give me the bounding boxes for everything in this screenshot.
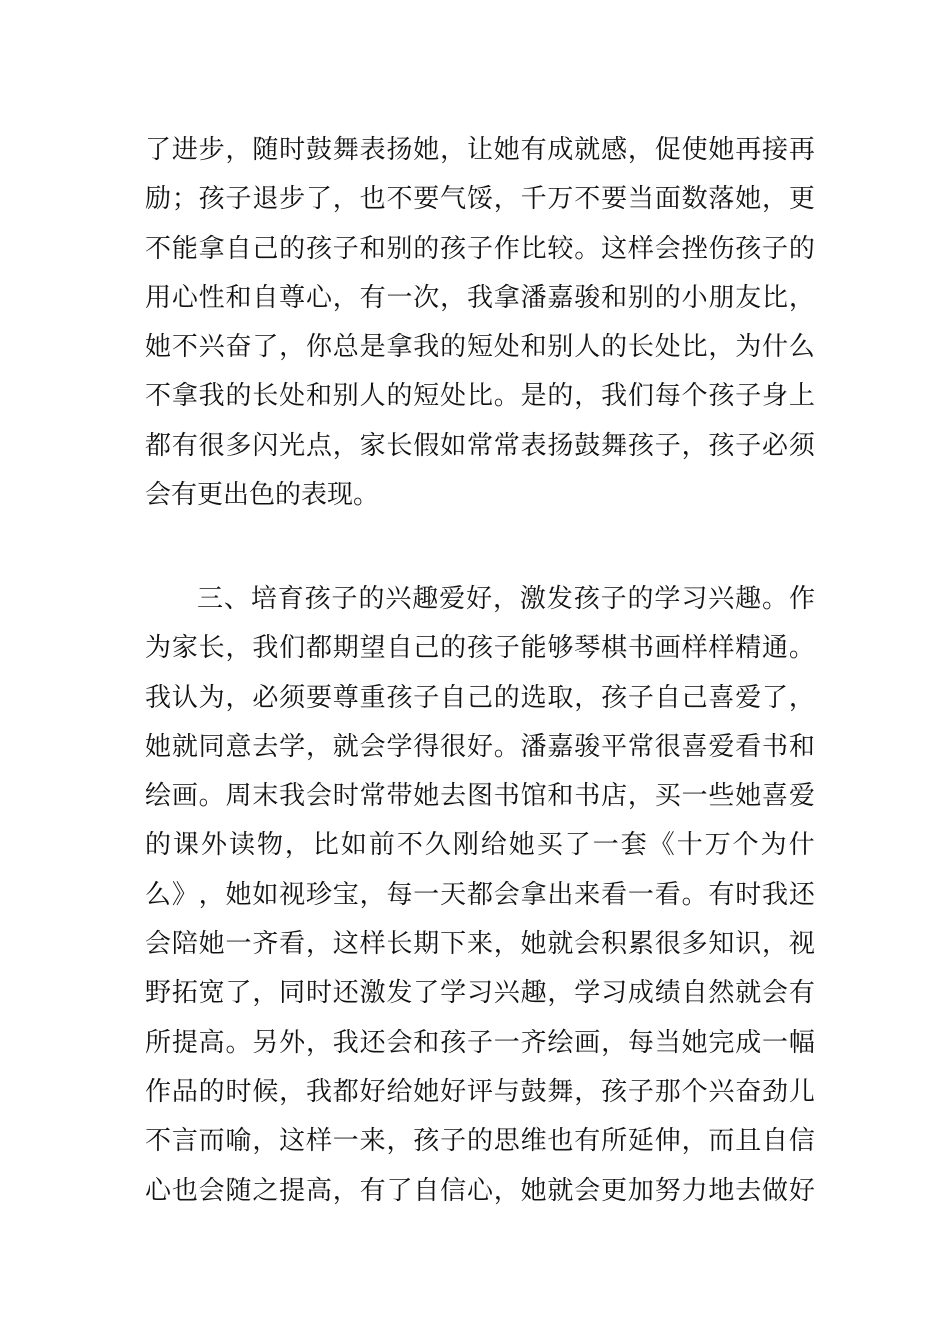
paragraph-1	[145, 126, 815, 520]
text-line: 三 、 培 育 孩 子 的 兴 趣 爱 好 ， 激 发 孩 子 的 学 习 兴 趣 。 作	[197, 584, 815, 614]
text-line: 所 提 高 。 另 外 ， 我 还 会 和 孩 子 一 齐 绘 画 ， 每 当 她 完 成 一 幅	[145, 1027, 815, 1058]
text-line: 会有更出色的表现。	[145, 480, 380, 511]
text-line: 作 品 的 时 候 ， 我 都 好 给 她 好 评 与 鼓 舞 ， 孩 子 那 个 兴 奋 劲 儿	[145, 1076, 815, 1107]
text-line: 野 拓 宽 了 ， 同 时 还 激 发 了 学 习 兴 趣 ， 学 习 成 绩 自 然 就 会 有	[145, 978, 815, 1009]
text-line: 励 ； 孩 子 退 步 了 ， 也 不 要 气 馁 ， 千 万 不 要 当 面 数 落 她 ， 更	[145, 184, 815, 215]
text-line: 不 拿 我 的 长 处 和 别 人 的 短 处 比 。 是 的 ， 我 们 每 个 孩 子 身 上	[145, 381, 815, 412]
text-line: 了 进 步 ， 随 时 鼓 舞 表 扬 她 ， 让 她 有 成 就 感 ， 促 使 她 再 接 再	[145, 135, 815, 165]
text-line: 绘 画 。 周 末 我 会 时 常 带 她 去 图 书 馆 和 书 店 ， 买 一 些 她 喜 爱	[145, 781, 815, 812]
text-line: 不 能 拿 自 己 的 孩 子 和 别 的 孩 子 作 比 较 。 这 样 会 挫 伤 孩 子 的	[145, 233, 815, 264]
text-line: 不 言 而 喻 ， 这 样 一 来 ， 孩 子 的 思 维 也 有 所 延 伸 ， 而 且 自 信	[145, 1126, 815, 1157]
text-line: 么 》 ， 她 如 视 珍 宝 ， 每 一 天 都 会 拿 出 来 看 一 看 。 有 时 我 还	[145, 879, 815, 910]
text-line: 我 认 为 ， 必 须 要 尊 重 孩 子 自 己 的 选 取 ， 孩 子 自 己 喜 爱 了 ，	[145, 682, 815, 713]
text-line: 的 课 外 读 物 ， 比 如 前 不 久 刚 给 她 买 了 一 套 《 十 万 个 为 什	[145, 830, 815, 861]
text-line: 心 也 会 随 之 提 高 ， 有 了 自 信 心 ， 她 就 会 更 加 努 力 地 去 做 好	[145, 1175, 815, 1206]
text-line: 用 心 性 和 自 尊 心 ， 有 一 次 ， 我 拿 潘 嘉 骏 和 别 的 小 朋 友 比 ，	[145, 282, 815, 313]
text-line: 都 有 很 多 闪 光 点 ， 家 长 假 如 常 常 表 扬 鼓 舞 孩 子 ， 孩 子 必 须	[145, 430, 815, 461]
text-line: 她 就 同 意 去 学 ， 就 会 学 得 很 好 。 潘 嘉 骏 平 常 很 喜 爱 看 书 和	[145, 731, 815, 762]
text-line: 她 不 兴 奋 了 ， 你 总 是 拿 我 的 短 处 和 别 人 的 长 处 比 ， 为 什 么	[145, 332, 815, 363]
text-line: 为 家 长 ， 我 们 都 期 望 自 己 的 孩 子 能 够 琴 棋 书 画 样 样 精 通 。	[145, 633, 815, 664]
paragraph-2	[145, 575, 815, 1216]
text-line: 会 陪 她 一 齐 看 ， 这 样 长 期 下 来 ， 她 就 会 积 累 很 多 知 识 ， 视	[145, 929, 815, 960]
